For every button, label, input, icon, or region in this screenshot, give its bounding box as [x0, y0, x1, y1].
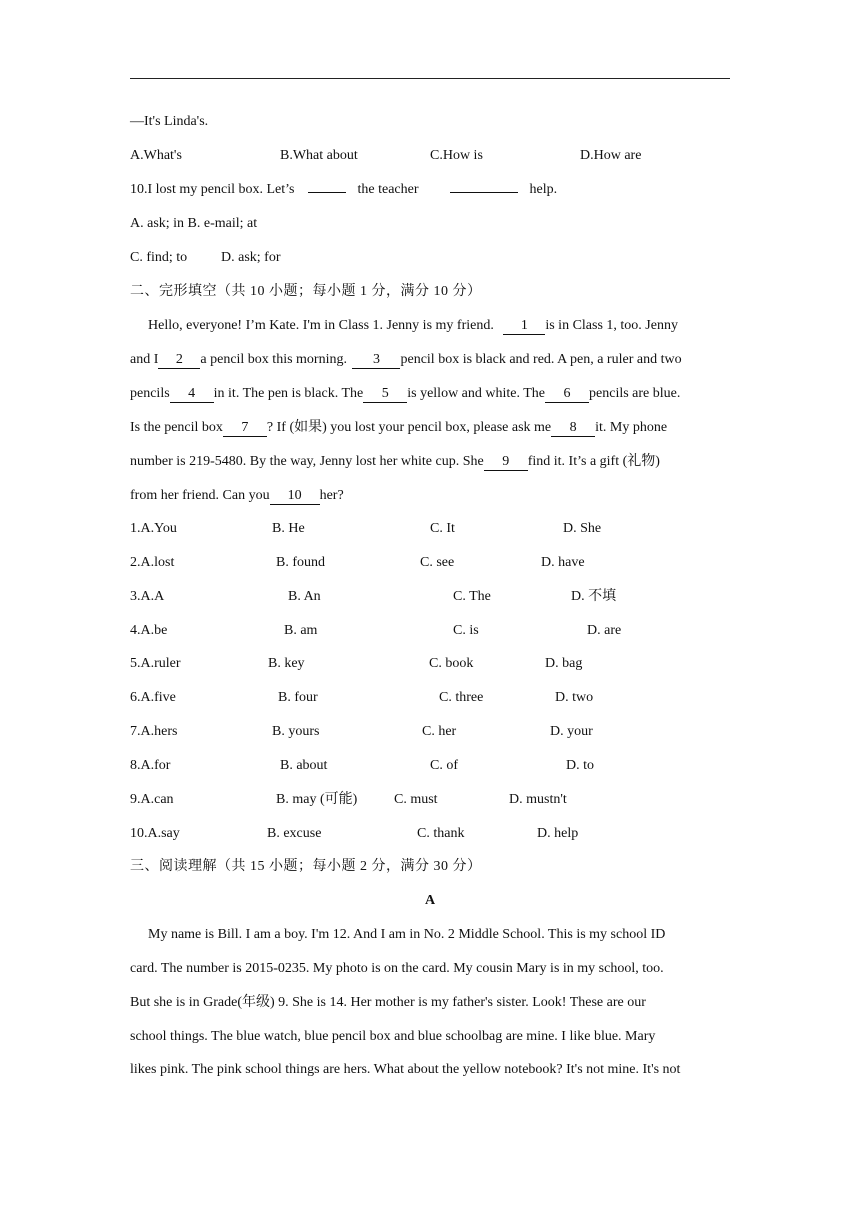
cloze-text: a pencil box this morning. [200, 352, 347, 367]
cloze-blank-1: 1 [503, 318, 545, 335]
cloze-blank-8: 8 [551, 420, 595, 437]
q10-blank-2 [450, 192, 518, 193]
option-3c: C. The [453, 589, 491, 604]
cloze-line-6 [130, 487, 344, 505]
q10-mid: the teacher [357, 182, 419, 197]
section-2-heading: 二、完形填空（共 10 小题；每小题 1 分，满分 10 分） [130, 284, 482, 299]
option-4b: B. am [284, 623, 318, 638]
option-8a: 8.A.for [130, 758, 171, 773]
cloze-text: in it. The pen is black. The [213, 386, 364, 401]
q10-prefix: 10.I lost my pencil box. Let’s [130, 182, 295, 197]
header-rule [130, 78, 730, 79]
cloze-text: find it. It’s a gift (礼物) [527, 454, 660, 469]
cloze-line-4 [130, 419, 667, 437]
option-3d: D. 不填 [571, 589, 617, 604]
option-10c: C. thank [417, 826, 465, 841]
option-1b: B. He [272, 521, 305, 536]
q10-stem [130, 181, 557, 199]
q9-option-b: B.What about [280, 148, 358, 163]
passage-line: card. The number is 2015-0235. My photo is on the card. My cousin Mary is in my school, too. [130, 961, 664, 976]
cloze-text: is yellow and white. The [407, 386, 546, 401]
option-9a: 9.A.can [130, 792, 174, 807]
cloze-blank-9: 9 [484, 454, 528, 471]
passage-label: A [424, 893, 436, 908]
option-2d: D. have [541, 555, 585, 570]
option-2c: C. see [420, 555, 455, 570]
cloze-line-5 [130, 453, 660, 471]
option-1d: D. She [563, 521, 602, 536]
q9-option-c: C.How is [430, 148, 483, 163]
option-2a: 2.A.lost [130, 555, 175, 570]
cloze-text: it. My phone [595, 420, 668, 435]
q9-option-d: D.How are [580, 148, 642, 163]
q10-suffix: help. [529, 182, 558, 197]
option-4d: D. are [587, 623, 622, 638]
option-4a: 4.A.be [130, 623, 168, 638]
option-9d: D. mustn't [509, 792, 567, 807]
cloze-text: from her friend. Can you [130, 488, 270, 503]
q10-option-c: C. find; to [130, 250, 188, 265]
option-5d: D. bag [545, 656, 583, 671]
cloze-blank-2: 2 [158, 352, 200, 369]
option-9c: C. must [394, 792, 438, 807]
option-9b: B. may (可能) [276, 792, 358, 807]
q10-blank-1 [308, 192, 346, 193]
option-2b: B. found [276, 555, 325, 570]
cloze-text: pencil box is black and red. A pen, a ruler and two [400, 352, 682, 367]
cloze-line-3 [130, 385, 680, 403]
option-10a: 10.A.say [130, 826, 180, 841]
option-10d: D. help [537, 826, 579, 841]
cloze-text: is in Class 1, too. Jenny [545, 318, 678, 333]
passage-line: school things. The blue watch, blue pencil box and blue schoolbag are mine. I like blue. Mary [130, 1029, 656, 1044]
cloze-text: her? [319, 488, 344, 503]
cloze-text: ? If (如果) you lost your pencil box, please ask me [266, 420, 552, 435]
option-6c: C. three [439, 690, 484, 705]
q10-option-d: D. ask; for [221, 250, 281, 265]
q9-option-a: A.What's [130, 148, 182, 163]
cloze-line-2 [130, 351, 682, 369]
option-5b: B. key [268, 656, 305, 671]
cloze-text: pencils are blue. [589, 386, 681, 401]
cloze-blank-3: 3 [352, 352, 400, 369]
cloze-text: pencils [130, 386, 170, 401]
cloze-text: Is the pencil box [130, 420, 223, 435]
q10-options-row-1: A. ask; in B. e-mail; at [130, 216, 258, 231]
option-4c: C. is [453, 623, 479, 638]
option-5a: 5.A.ruler [130, 656, 181, 671]
cloze-blank-10: 10 [270, 488, 320, 505]
dialogue-line: —It's Linda's. [130, 114, 209, 129]
option-6a: 6.A.five [130, 690, 176, 705]
option-3a: 3.A.A [130, 589, 165, 604]
option-8d: D. to [566, 758, 594, 773]
option-8b: B. about [280, 758, 328, 773]
passage-line: But she is in Grade(年级) 9. She is 14. Her mother is my father's sister. Look! These are our [130, 995, 646, 1010]
option-6d: D. two [555, 690, 594, 705]
option-5c: C. book [429, 656, 474, 671]
option-7a: 7.A.hers [130, 724, 178, 739]
option-1c: C. It [430, 521, 455, 536]
cloze-text: number is 219-5480. By the way, Jenny lost her white cup. She [130, 454, 484, 469]
cloze-blank-7: 7 [223, 420, 267, 437]
option-10b: B. excuse [267, 826, 322, 841]
cloze-line-1 [148, 317, 678, 335]
option-7b: B. yours [272, 724, 320, 739]
option-8c: C. of [430, 758, 458, 773]
cloze-blank-5: 5 [363, 386, 407, 403]
cloze-text: and I [130, 352, 159, 367]
section-3-heading: 三、阅读理解（共 15 小题；每小题 2 分，满分 30 分） [130, 859, 482, 874]
cloze-text: Hello, everyone! I’m Kate. I'm in Class 1. Jenny is my friend. [148, 318, 494, 333]
option-3b: B. An [288, 589, 321, 604]
option-7d: D. your [550, 724, 593, 739]
cloze-blank-6: 6 [545, 386, 589, 403]
option-1a: 1.A.You [130, 521, 177, 536]
passage-line: My name is Bill. I am a boy. I'm 12. And I am in No. 2 Middle School. This is my school ID [148, 927, 666, 942]
passage-line: likes pink. The pink school things are hers. What about the yellow notebook? It's not mine. It's not [130, 1062, 681, 1077]
option-6b: B. four [278, 690, 318, 705]
cloze-blank-4: 4 [170, 386, 214, 403]
option-7c: C. her [422, 724, 457, 739]
